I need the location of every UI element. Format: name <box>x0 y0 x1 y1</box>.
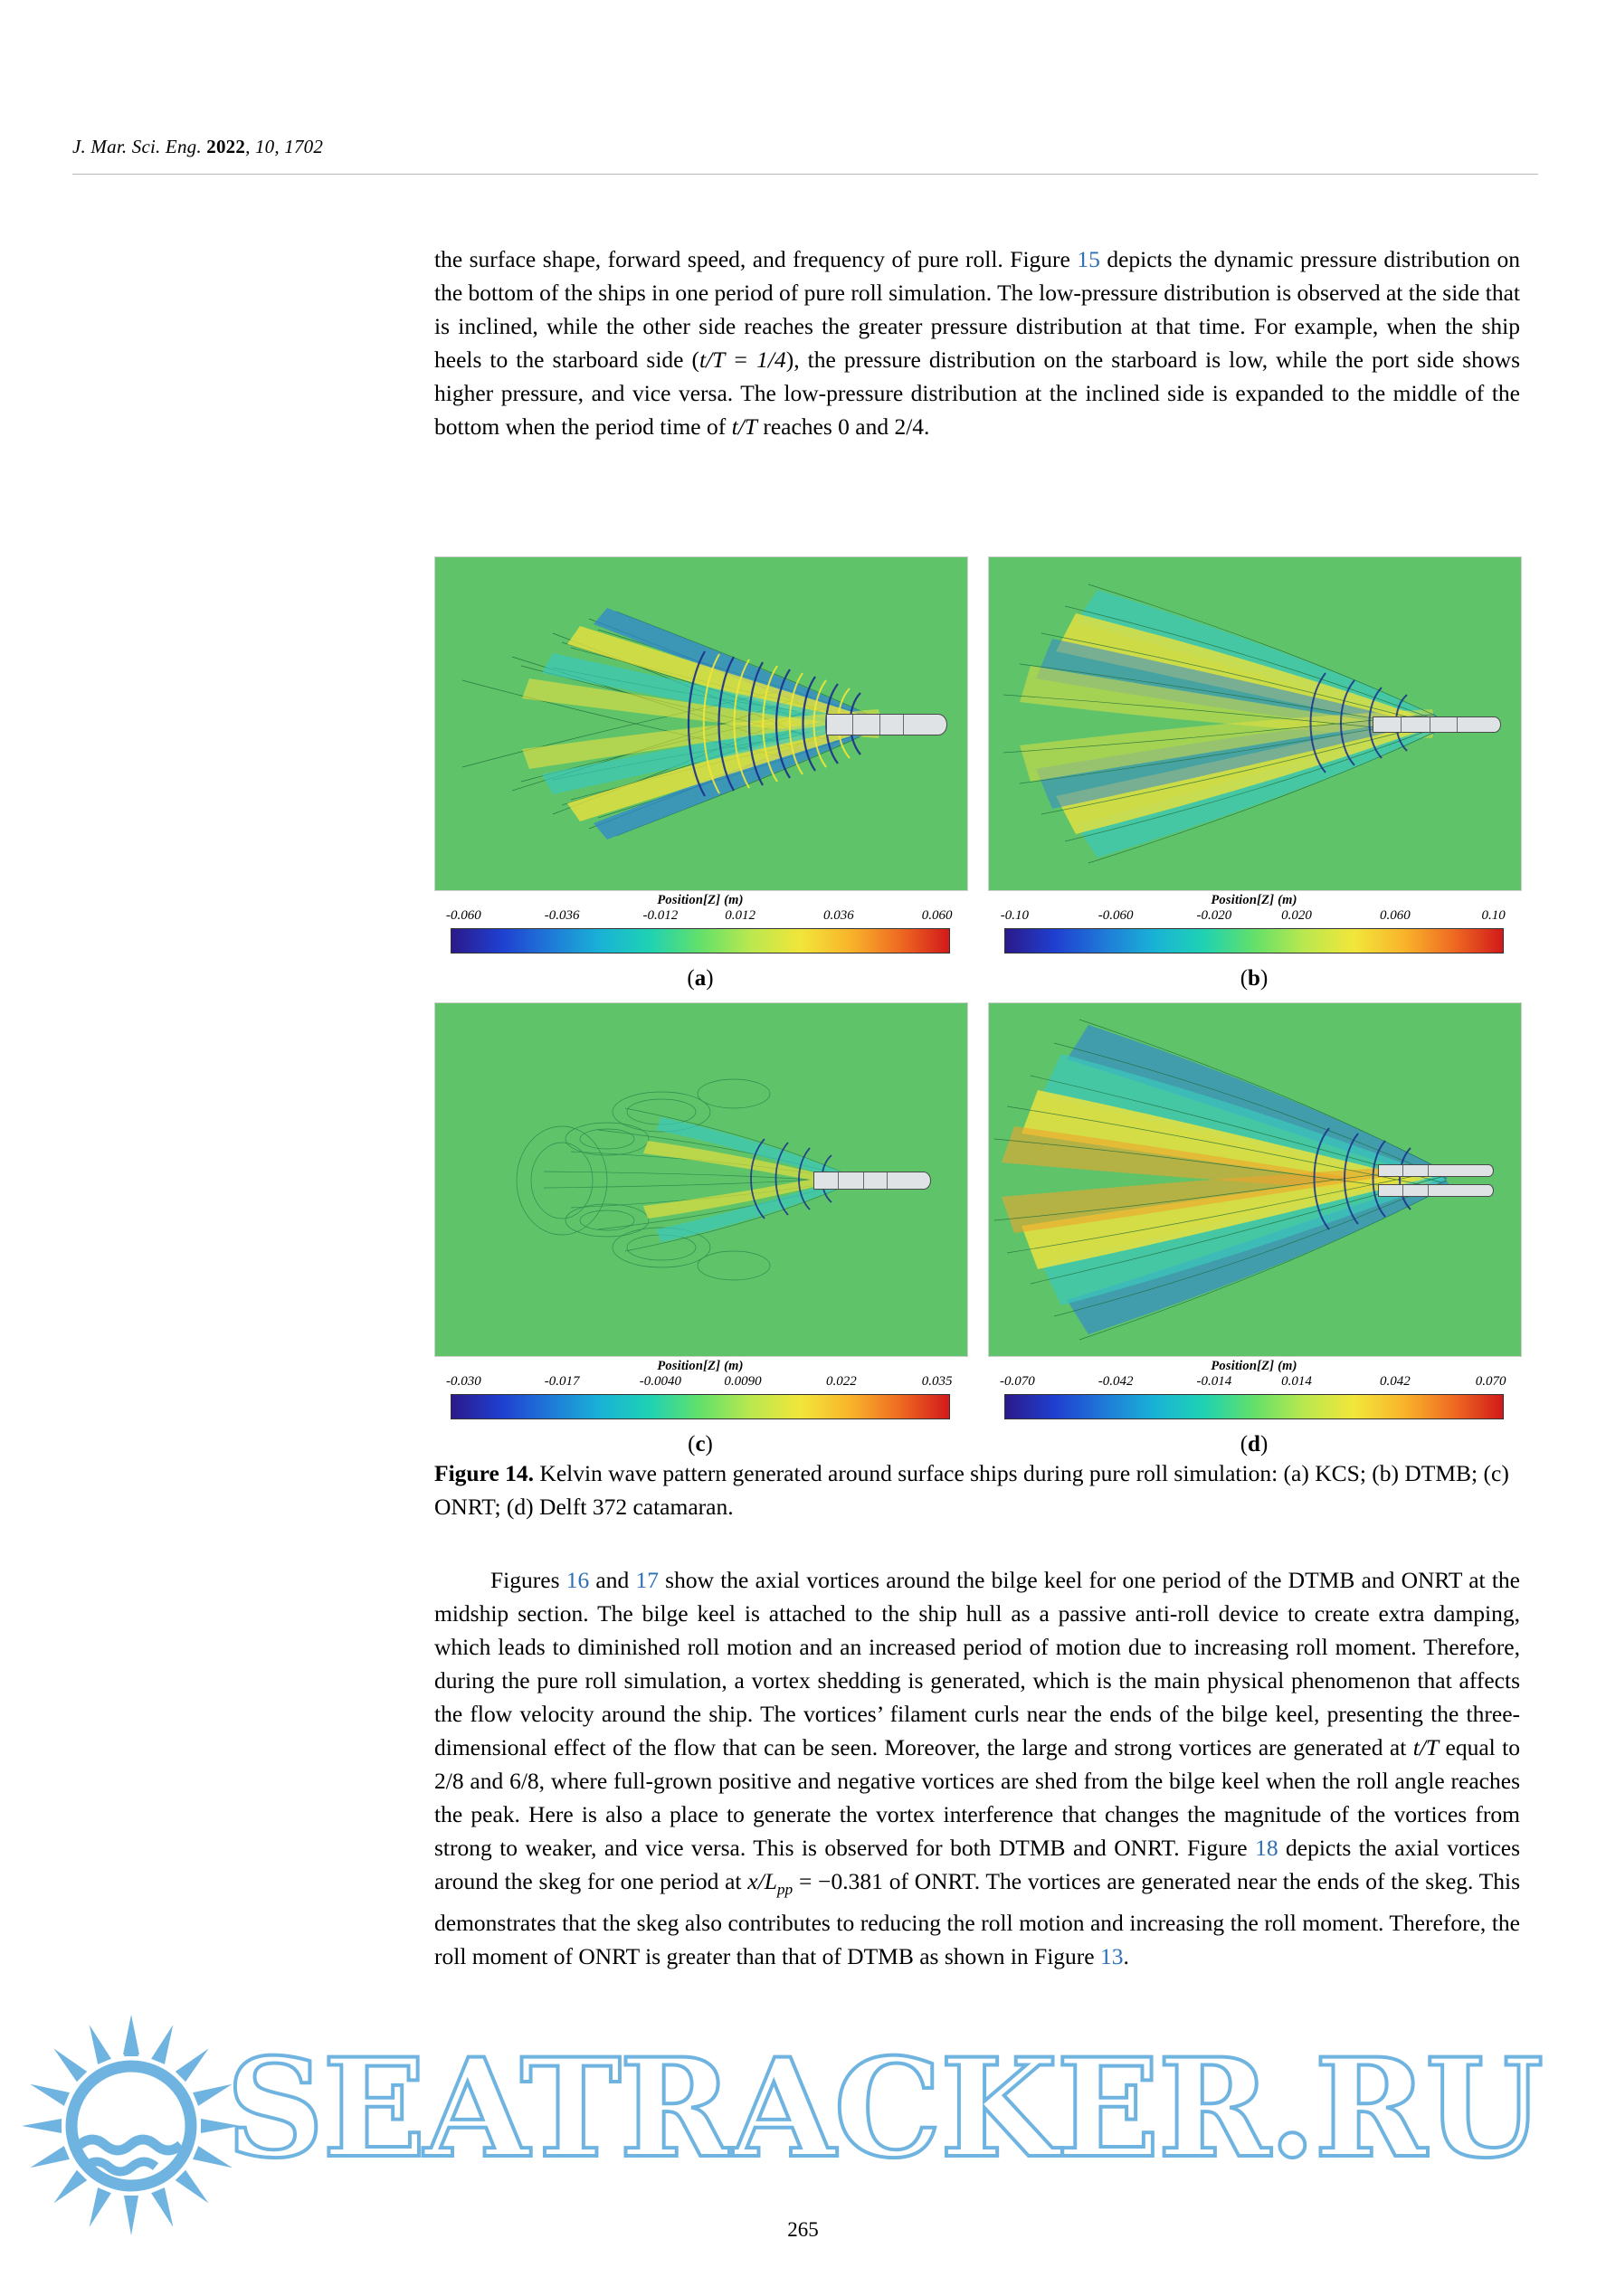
watermark-text: SEATRACKER.RU <box>226 2029 1542 2188</box>
cb-d-tick-2: -0.014 <box>1196 1374 1232 1389</box>
cb-a-tick-5: 0.060 <box>921 908 953 923</box>
cb-c-tick-3: 0.0090 <box>724 1374 762 1389</box>
p1-seg2: depicts the dynamic pressure distribution on the bottom of the ships in one period of pure roll simulation. The low-pressure distribution is observed at the side that is inclined, while the other side reaches the greater pressure distribution at that time. For example, when the ship heels to the starboard side ( <box>434 246 1520 373</box>
p1-seg3: ), the pressure distribution on the starboard is low, while the port side shows higher pressure, and vice versa. The low-pressure distribution at the inclined side is expanded to the middle of the bottom when the period time of <box>434 346 1521 440</box>
figure-panel-b <box>988 556 1520 997</box>
colorbar-ticks-a <box>434 908 966 926</box>
header-rule <box>72 174 1538 175</box>
journal-name: J. Mar. Sci. Eng. <box>72 136 202 157</box>
journal-volume: 10 <box>254 136 275 157</box>
cb-b-tick-1: -0.060 <box>1098 908 1134 923</box>
cb-a-tick-3: 0.012 <box>725 908 755 923</box>
kelvin-wave-d <box>989 1003 1521 1356</box>
figure-row-2 <box>434 1002 1520 1463</box>
p2-math2: x/L <box>747 1868 777 1894</box>
figure-panel-d <box>988 1002 1520 1463</box>
p2-seg3: show the axial vortices around the bilge keel for one period of the DTMB and ONRT at the midship section. The bilge keel is attached to the ship hull as a passive anti-roll device to create extra damping, which leads to diminished roll motion and an increased period of motion due to increasing roll moment. Therefore, during the pure roll simulation, a vortex shedding is generated, which is the main physical phenomenon that affects the flow velocity around the ship. The vortices’ filament curls near the ends of the bilge keel, presenting the three-dimensional effect of the flow that can be seen. Moreover, the large and strong vortices are generated at <box>434 1567 1520 1760</box>
subfigure-label-b: (b) <box>1240 966 1269 991</box>
p1-seg4: reaches 0 and 2/4. <box>756 413 930 440</box>
cb-b-tick-4: 0.060 <box>1379 908 1411 923</box>
ship-hull-a <box>826 714 947 735</box>
p2-seg4: equal to 2/8 and 6/8, where full-grown positive and negative vortices are shed from the bilge keel when the roll angle reaches the peak. Here is also a place to generate the vortex interference that changes the magnitude of the vortices from strong to weaker, and vice versa. This is observed for both DTMB and ONRT. Figure <box>434 1734 1520 1861</box>
p1-math2: t/T <box>731 413 757 440</box>
cb-c-tick-2: -0.0040 <box>639 1374 682 1389</box>
watermark <box>0 2004 1606 2239</box>
cb-a-tick-1: -0.036 <box>544 908 580 923</box>
cb-c-tick-4: 0.022 <box>825 1374 857 1389</box>
figure-ref-13[interactable]: 13 <box>1099 1943 1124 1970</box>
paragraph-1 <box>434 242 1520 443</box>
colorbar-gradient-d <box>1004 1394 1504 1419</box>
colorbar-b <box>988 893 1520 954</box>
wave-field-image-a <box>434 556 968 891</box>
cb-c-tick-1: -0.017 <box>544 1374 580 1389</box>
colorbar-c <box>434 1359 966 1419</box>
sun-logo-icon <box>18 2013 244 2239</box>
subfigure-label-d: (d) <box>1240 1432 1269 1456</box>
runhead-sep1: , <box>245 136 255 157</box>
journal-article: 1702 <box>284 136 324 157</box>
figure-14-grid <box>434 556 1520 1463</box>
journal-year: 2022 <box>206 136 246 157</box>
cb-b-tick-2: -0.020 <box>1196 908 1232 923</box>
page-number: 265 <box>787 2218 819 2241</box>
figure-ref-17[interactable]: 17 <box>635 1567 659 1593</box>
figure-ref-18[interactable]: 18 <box>1255 1835 1278 1861</box>
colorbar-gradient-a <box>451 928 950 954</box>
runhead-sep2: , <box>274 136 285 157</box>
ship-hull-c <box>813 1172 931 1190</box>
p2-seg6: of ONRT. The vortices are generated near the ends of the skeg. This demonstrates that the skeg also contributes to reducing the roll motion and increasing the roll moment. Therefore, the roll moment of ONRT is greater than that of DTMB as shown in Figure <box>434 1868 1520 1970</box>
ship-hull-d-port <box>1378 1164 1494 1177</box>
figure-caption-text: Kelvin wave pattern generated around surface ships during pure roll simulation: (a) KCS; (b) DTMB; (c) ONRT; (d) Delft 372 catamaran. <box>434 1460 1509 1520</box>
p2-seg2: and <box>589 1567 636 1593</box>
colorbar-title-d: Position[Z] (m) <box>1211 1359 1297 1373</box>
paragraph-2 <box>434 1563 1520 1973</box>
colorbar-title-c: Position[Z] (m) <box>657 1359 744 1373</box>
cb-d-tick-5: 0.070 <box>1475 1374 1506 1389</box>
cb-d-tick-4: 0.042 <box>1379 1374 1411 1389</box>
wave-field-image-d <box>988 1002 1522 1357</box>
ship-hull-d-starboard <box>1378 1184 1494 1197</box>
p2-seg5: depicts the axial vortices around the skeg for one period at <box>434 1835 1521 1894</box>
ship-hull-b <box>1373 716 1501 733</box>
p1-seg1: the surface shape, forward speed, and frequency of pure roll. Figure <box>434 246 1078 272</box>
figure-row-1 <box>434 556 1520 997</box>
colorbar-gradient-c <box>451 1394 950 1419</box>
cb-a-tick-2: -0.012 <box>642 908 679 923</box>
colorbar-ticks-b <box>988 908 1520 926</box>
wave-field-image-c <box>434 1002 968 1357</box>
cb-a-tick-4: 0.036 <box>823 908 854 923</box>
figure-panel-c <box>434 1002 966 1463</box>
cb-b-tick-5: 0.10 <box>1481 908 1506 923</box>
cb-c-tick-5: 0.035 <box>921 1374 953 1389</box>
subfigure-label-c: (c) <box>688 1432 713 1456</box>
p2-math2-sub: pp <box>776 1881 793 1899</box>
p2-seg7: . <box>1123 1943 1129 1970</box>
cb-d-tick-0: -0.070 <box>999 1374 1035 1389</box>
subfigure-label-a: (a) <box>687 966 714 991</box>
colorbar-d <box>988 1359 1520 1419</box>
figure-ref-15[interactable]: 15 <box>1077 246 1100 272</box>
p2-math3: = −0.381 <box>793 1868 883 1894</box>
colorbar-ticks-c <box>434 1374 966 1392</box>
figure-ref-16[interactable]: 16 <box>565 1567 590 1593</box>
colorbar-a <box>434 893 966 954</box>
cb-b-tick-0: -0.10 <box>1000 908 1030 923</box>
p2-math1: t/T <box>1412 1734 1440 1760</box>
cb-a-tick-0: -0.060 <box>445 908 481 923</box>
colorbar-ticks-d <box>988 1374 1520 1392</box>
wave-field-image-b <box>988 556 1522 891</box>
cb-d-tick-1: -0.042 <box>1098 1374 1134 1389</box>
cb-d-tick-3: 0.014 <box>1281 1374 1312 1389</box>
colorbar-gradient-b <box>1004 928 1504 954</box>
figure-panel-a <box>434 556 966 997</box>
running-head <box>72 136 1538 158</box>
colorbar-title-a: Position[Z] (m) <box>657 893 744 907</box>
p1-math1: t/T = 1/4 <box>699 346 786 373</box>
figure-14-caption <box>434 1456 1520 1523</box>
colorbar-title-b: Position[Z] (m) <box>1211 893 1297 907</box>
p2-seg1: Figures <box>490 1567 566 1593</box>
cb-b-tick-3: 0.020 <box>1281 908 1312 923</box>
figure-caption-label: Figure 14. <box>434 1460 535 1486</box>
cb-c-tick-0: -0.030 <box>445 1374 481 1389</box>
